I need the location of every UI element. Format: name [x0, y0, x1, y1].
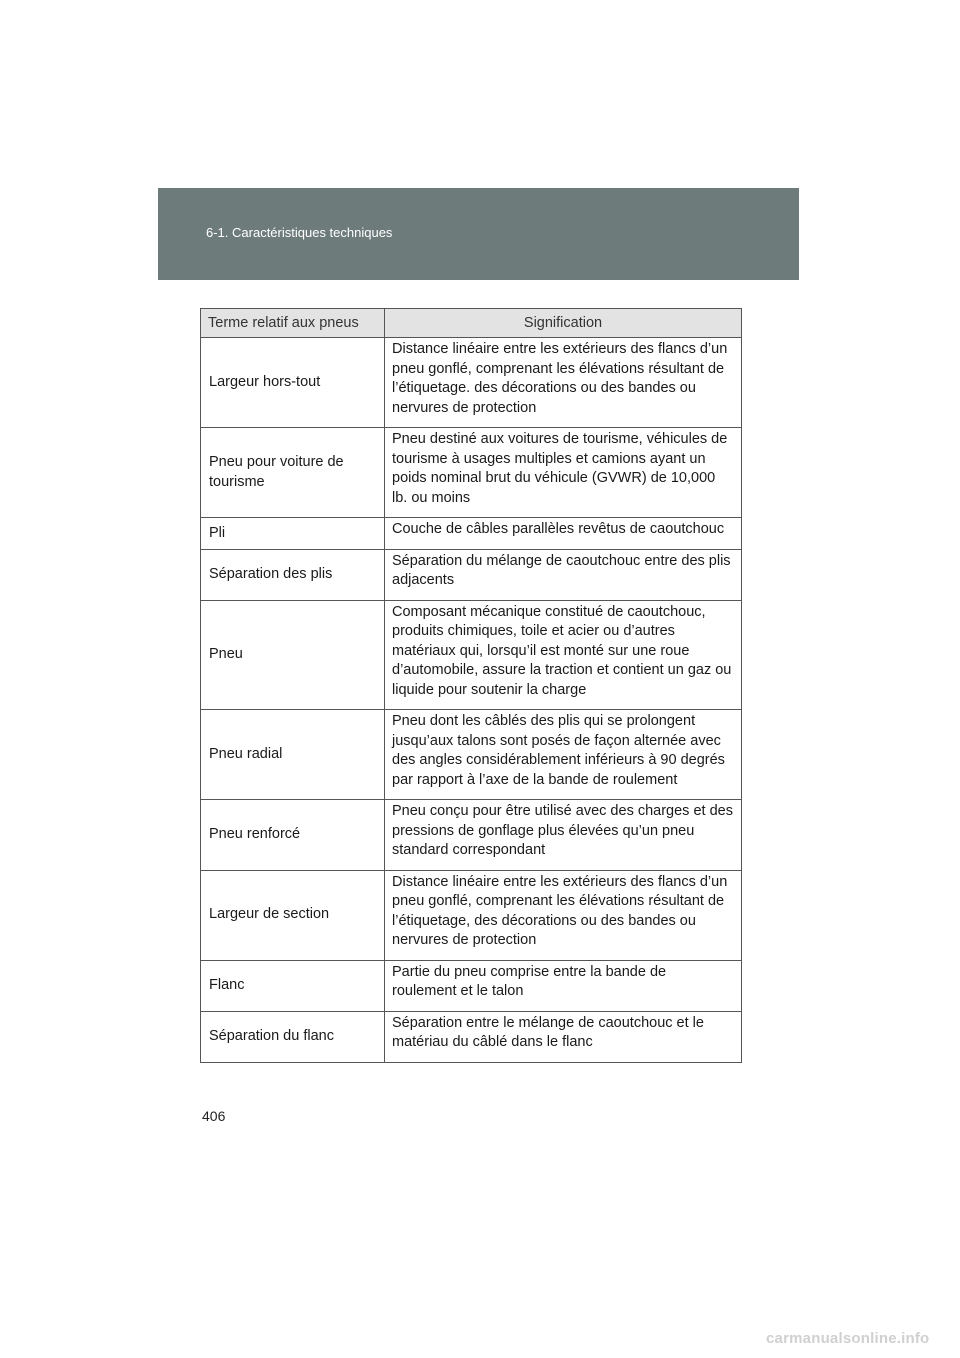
- table-row: [201, 960, 742, 1011]
- meaning-cell: Séparation entre le mélange de caoutchouc et le matériau du câblé dans le flanc: [385, 1011, 742, 1062]
- term-cell: Pli: [201, 518, 385, 550]
- column-header-meaning: Signification: [385, 309, 742, 338]
- term-cell: Largeur de section: [201, 870, 385, 960]
- table-header-row: [201, 309, 742, 338]
- meaning-cell: Distance linéaire entre les extérieurs des flancs d’un pneu gonflé, comprenant les élévations résultant de l’étiquetage. des décorations ou des bandes ou nervures de protection: [385, 338, 742, 428]
- meaning-cell: Pneu destiné aux voitures de tourisme, véhicules de tourisme à usages multiples et camions ayant un poids nominal brut du véhicule (GVWR) de 10,000 lb. ou moins: [385, 428, 742, 518]
- tire-terms-table: [200, 308, 742, 1063]
- table-row: [201, 870, 742, 960]
- page-number: 406: [202, 1108, 226, 1124]
- meaning-cell: Couche de câbles parallèles revêtus de caoutchouc: [385, 518, 742, 550]
- term-cell: Pneu renforcé: [201, 800, 385, 871]
- table-row: [201, 518, 742, 550]
- term-cell: Pneu: [201, 600, 385, 710]
- meaning-cell: Distance linéaire entre les extérieurs des flancs d’un pneu gonflé, comprenant les élévations résultant de l’étiquetage, des décorations ou des bandes ou nervures de protection: [385, 870, 742, 960]
- term-cell: Largeur hors-tout: [201, 338, 385, 428]
- table-row: [201, 549, 742, 600]
- meaning-cell: Pneu dont les câblés des plis qui se prolongent jusqu’aux talons sont posés de façon alternée avec des angles considérablement inférieurs à 90 degrés par rapport à l’axe de la bande de roulement: [385, 710, 742, 800]
- table-row: [201, 338, 742, 428]
- section-title: 6-1. Caractéristiques techniques: [206, 225, 393, 240]
- table-row: [201, 600, 742, 710]
- watermark: carmanualsonline.info: [766, 1330, 930, 1347]
- table-row: [201, 428, 742, 518]
- term-cell: Flanc: [201, 960, 385, 1011]
- meaning-cell: Pneu conçu pour être utilisé avec des charges et des pressions de gonflage plus élevées qu’un pneu standard correspondant: [385, 800, 742, 871]
- term-cell: Séparation des plis: [201, 549, 385, 600]
- table-row: [201, 710, 742, 800]
- table-row: [201, 800, 742, 871]
- column-header-term: Terme relatif aux pneus: [201, 309, 385, 338]
- section-header-band: [158, 188, 799, 280]
- table-row: [201, 1011, 742, 1062]
- term-cell: Pneu pour voiture de tourisme: [201, 428, 385, 518]
- meaning-cell: Composant mécanique constitué de caoutchouc, produits chimiques, toile et acier ou d’autres matériaux qui, lorsqu’il est monté sur une roue d’automobile, assure la traction et contient un gaz ou liquide pour soutenir la charge: [385, 600, 742, 710]
- term-cell: Pneu radial: [201, 710, 385, 800]
- meaning-cell: Séparation du mélange de caoutchouc entre des plis adjacents: [385, 549, 742, 600]
- meaning-cell: Partie du pneu comprise entre la bande de roulement et le talon: [385, 960, 742, 1011]
- term-cell: Séparation du flanc: [201, 1011, 385, 1062]
